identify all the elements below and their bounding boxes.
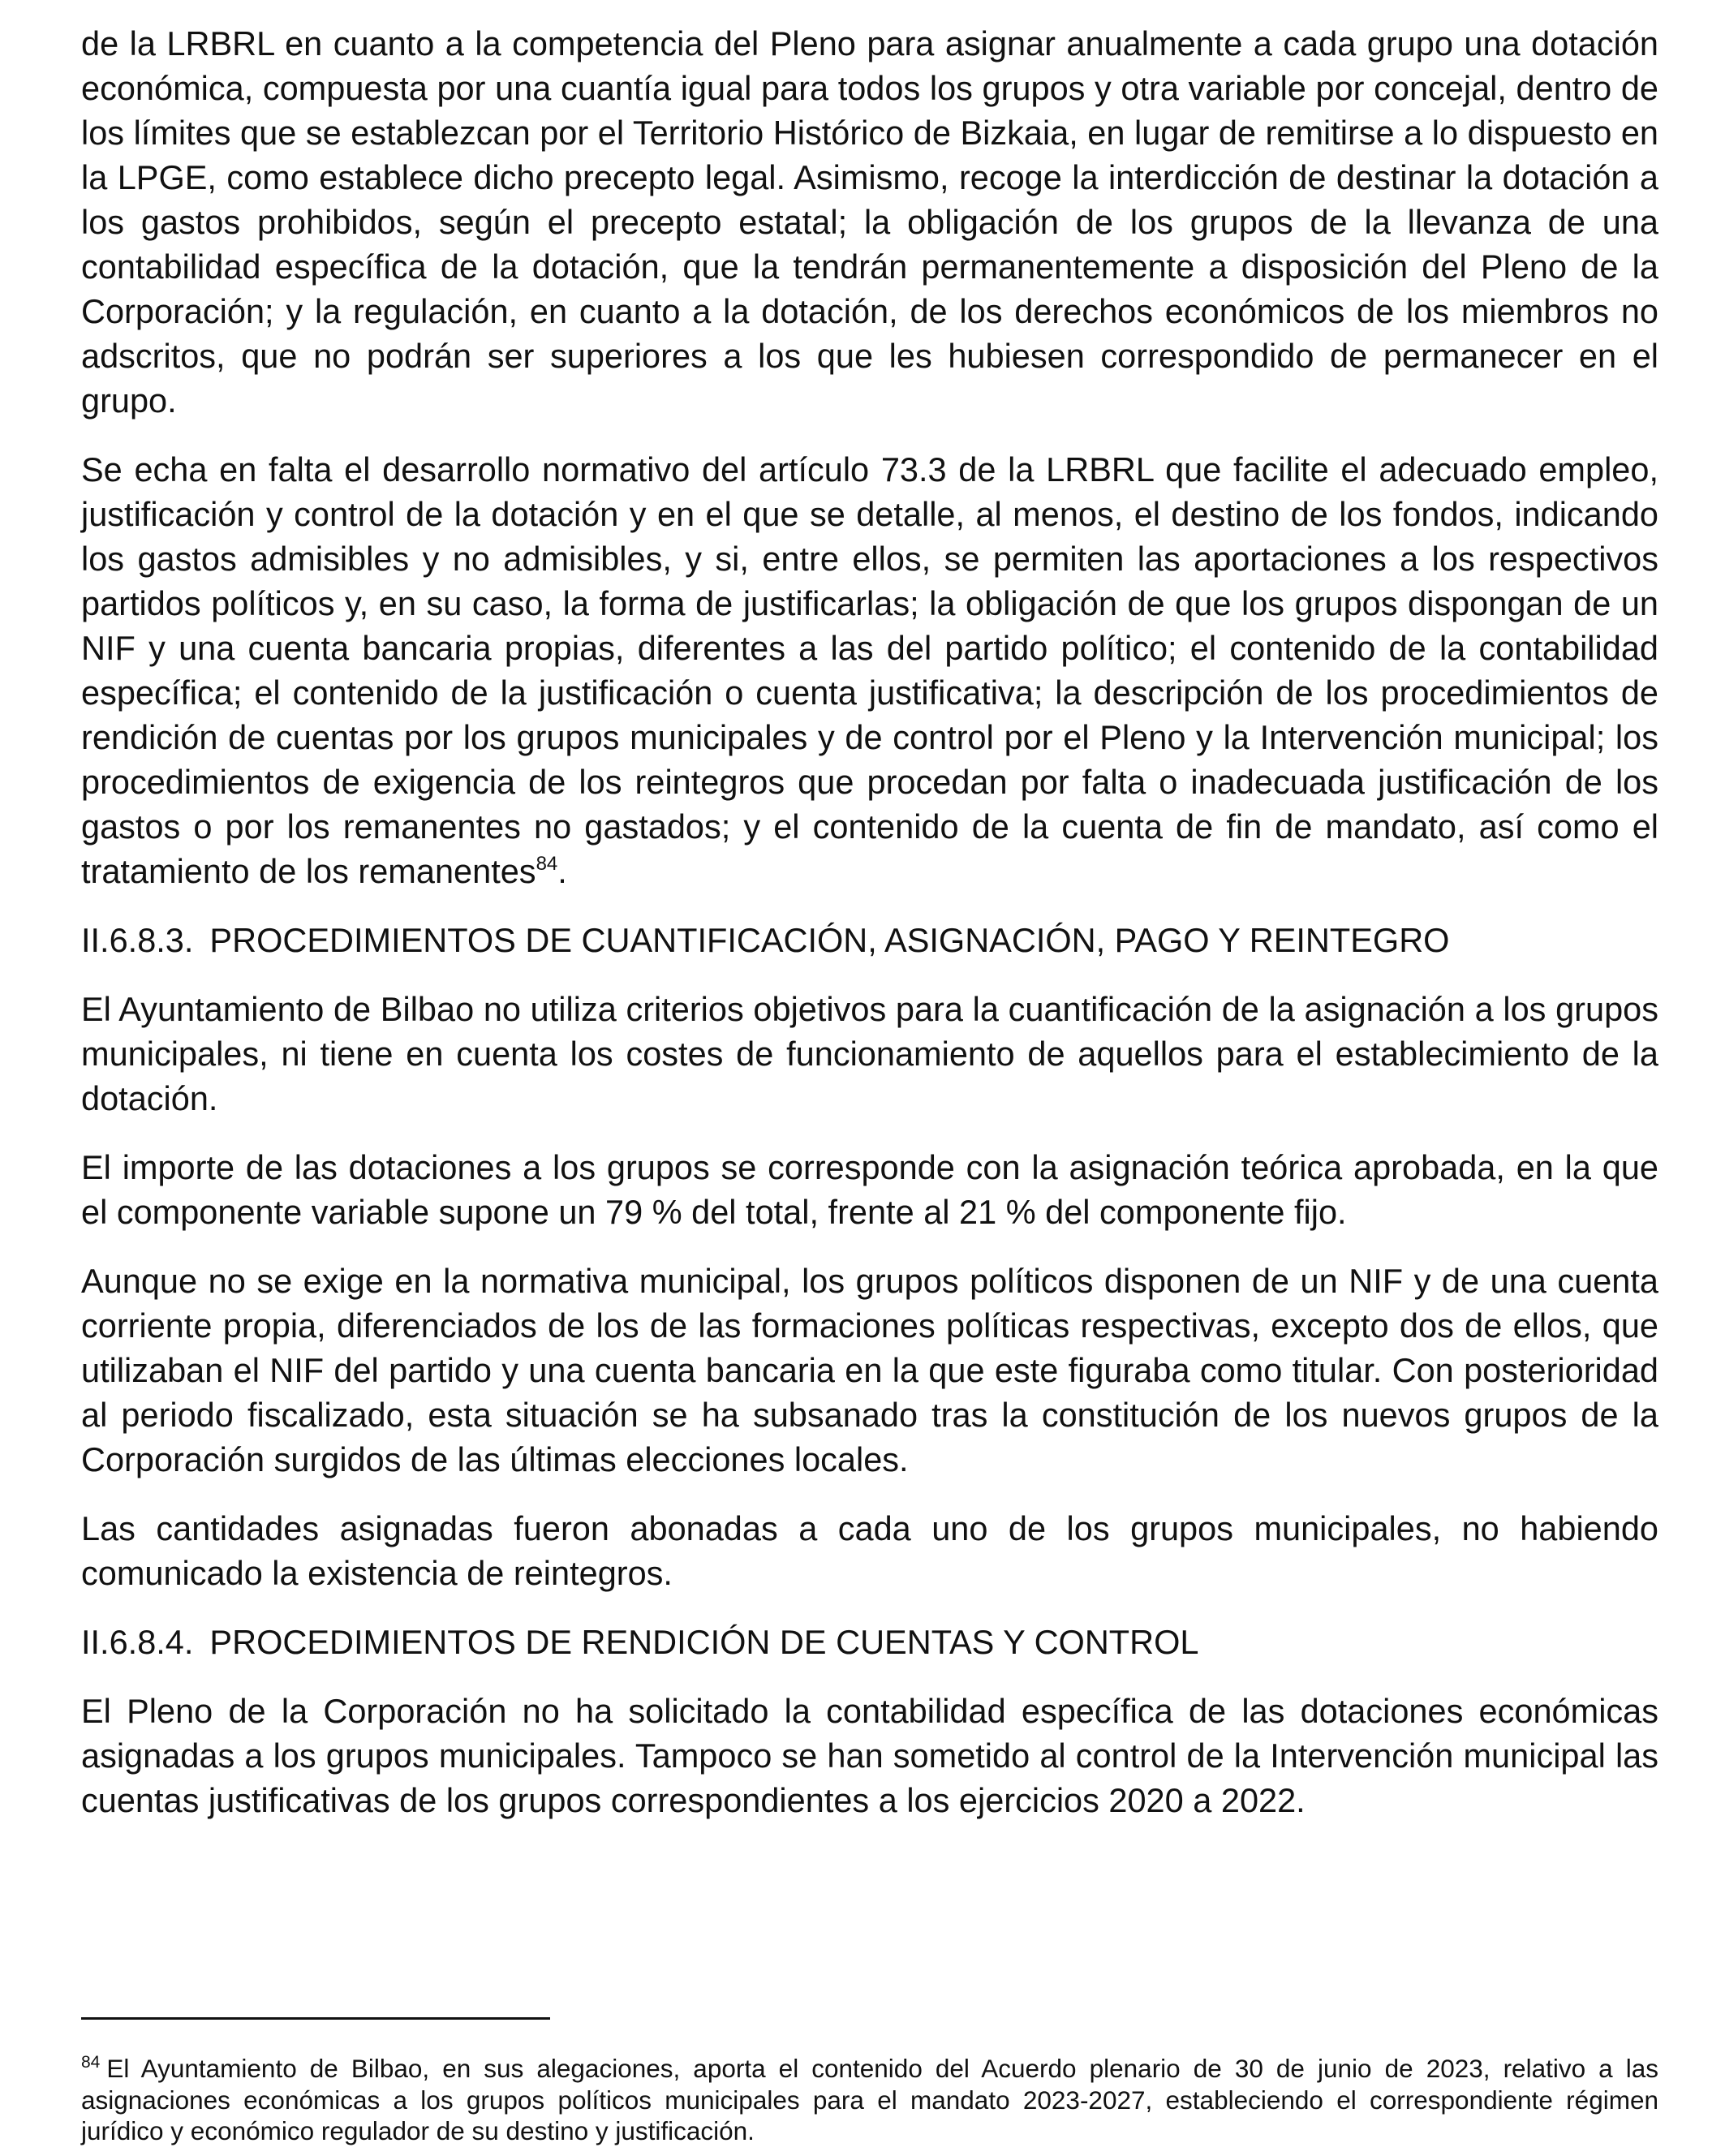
section-title: PROCEDIMIENTOS DE RENDICIÓN DE CUENTAS Y CONTROL [209,1623,1199,1661]
footnote-number: 84 [81,2053,101,2072]
paragraph-importe-dotaciones: El importe de las dotaciones a los grupos se corresponde con la asignación teórica aprobada, en la que el componente variable supone un 79 % del total, frente al 21 % del componente fijo. [81,1148,1658,1231]
section-heading-cuantificacion [81,918,1658,962]
document-body [81,21,1658,1847]
paragraph-lrbrl-competencia: de la LRBRL en cuanto a la competencia del Pleno para asignar anualmente a cada grupo una dotación económica, compuesta por una cuantía igual para todos los grupos y otra variable por concejal, dentro de los límites que se establezcan por el Territorio Histórico de Bizkaia, en lugar de remitirse a lo dispuesto en la LPGE, como establece dicho precepto legal. Asimismo, recoge la interdicción de destinar la dotación a los gastos prohibidos, según el precepto estatal; la obligación de los grupos de la llevanza de una contabilidad específica de la dotación, que la tendrán permanentemente a disposición del Pleno de la Corporación; y la regulación, en cuanto a la dotación, de los derechos económicos de los miembros no adscritos, que no podrán ser superiores a los que les hubiesen correspondido de permanecer en el grupo. [81,24,1658,420]
paragraph-criterios-objetivos: El Ayuntamiento de Bilbao no utiliza criterios objetivos para la cuantificación de la asignación a los grupos municipales, ni tiene en cuenta los costes de funcionamiento de aquellos para el establecimiento de la dotación. [81,990,1658,1117]
paragraph-nif-cuenta: Aunque no se exige en la normativa municipal, los grupos políticos disponen de un NIF y de una cuenta corriente propia, diferenciados de los de las formaciones políticas respectivas, excepto dos de ellos, que utilizaban el NIF del partido y una cuenta bancaria en la que este figuraba como titular. Con posterioridad al periodo fiscalizado, esta situación se ha subsanado tras la constitución de los nuevos grupos de la Corporación surgidos de las últimas elecciones locales. [81,1262,1658,1478]
section-number: II.6.8.4. [81,1623,194,1661]
footnote-separator [81,2017,550,2020]
paragraph-desarrollo-normativo [81,447,1658,893]
paragraph-cantidades-abonadas: Las cantidades asignadas fueron abonadas a cada uno de los grupos municipales, no habiendo comunicado la existencia de reintegros. [81,1509,1658,1592]
paragraph-pleno-contabilidad: El Pleno de la Corporación no ha solicitado la contabilidad específica de las dotaciones económicas asignadas a los grupos municipales. Tampoco se han sometido al control de la Intervención municipal las cuentas justificativas de los grupos correspondientes a los ejercicios 2020 a 2022. [81,1692,1658,1819]
section-number: II.6.8.3. [81,921,194,959]
footnote [81,2053,1658,2147]
footnote-reference[interactable]: 84 [536,853,558,875]
footnote-text: El Ayuntamiento de Bilbao, en sus alegaciones, aporta el contenido del Acuerdo plenario de 30 de junio de 2023, relativo a las asignaciones económicas a los grupos políticos municipales para el mandato 2023-2027, estableciendo el correspondiente régimen jurídico y económico regulador de su destino y justificación. [81,2054,1658,2145]
section-title: PROCEDIMIENTOS DE CUANTIFICACIÓN, ASIGNACIÓN, PAGO Y REINTEGRO [209,921,1450,959]
paragraph-end-punctuation: . [557,852,567,890]
section-heading-rendicion [81,1620,1658,1664]
paragraph-desarrollo-normativo-text: Se echa en falta el desarrollo normativo del artículo 73.3 de la LRBRL que facilite el adecuado empleo, justificación y control de la dotación y en el que se detalle, al menos, el destino de los fondos, indicando los gastos admisibles y no admisibles, y si, entre ellos, se permiten las aportaciones a los respectivos partidos políticos y, en su caso, la forma de justificarlas; la obligación de que los grupos dispongan de un NIF y una cuenta bancaria propias, diferentes a las del partido político; el contenido de la contabilidad específica; el contenido de la justificación o cuenta justificativa; la descripción de los procedimientos de rendición de cuentas por los grupos municipales y de control por el Pleno y la Intervención municipal; los procedimientos de exigencia de los reintegros que procedan por falta o inadecuada justificación de los gastos o por los remanentes no gastados; y el contenido de la cuenta de fin de mandato, así como el tratamiento de los remanentes [81,450,1658,890]
